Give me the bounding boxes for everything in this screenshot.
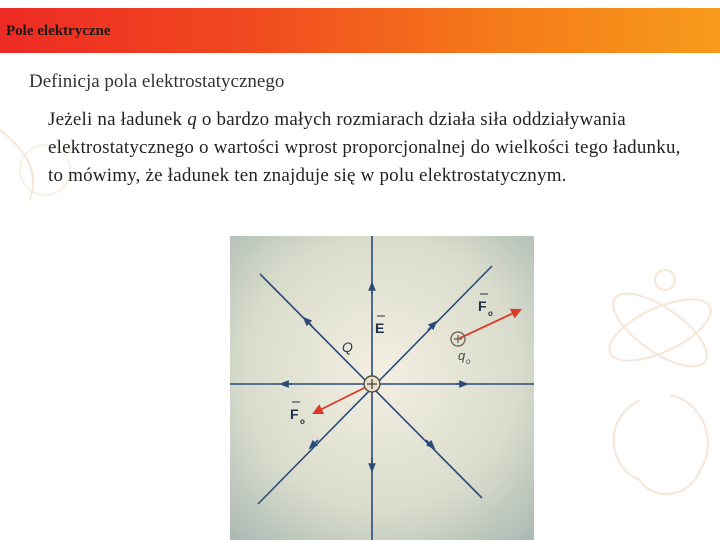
- charge-symbol: q: [187, 109, 197, 130]
- diagram-background: [230, 236, 534, 540]
- slide-title: Pole elektryczne: [6, 23, 111, 39]
- definition-text: [48, 106, 688, 190]
- electric-field-diagram: [230, 236, 534, 540]
- label-E: E: [375, 320, 385, 336]
- label-F-upper: F: [478, 298, 487, 314]
- definition-text-end: o bardzo małych rozmiarach działa siła oddziaływania elektrostatycznego o wartości wprost proporcjonalnej do wielkości tego ładunku, to mówimy, że ładunek ten znajduje się w polu elektrostatycznym.: [48, 109, 681, 186]
- label-F-lower: F: [290, 406, 299, 422]
- label-F-lower-subscript: o: [300, 417, 305, 426]
- label-q: q: [458, 348, 466, 363]
- label-q-subscript: o: [466, 357, 471, 366]
- source-charge-symbol: [364, 376, 380, 392]
- label-F-upper-subscript: o: [488, 309, 493, 318]
- label-Q: Q: [342, 339, 353, 355]
- section-heading: Definicja pola elektrostatycznego: [29, 71, 285, 92]
- definition-text-start: Jeżeli na ładunek: [48, 109, 188, 130]
